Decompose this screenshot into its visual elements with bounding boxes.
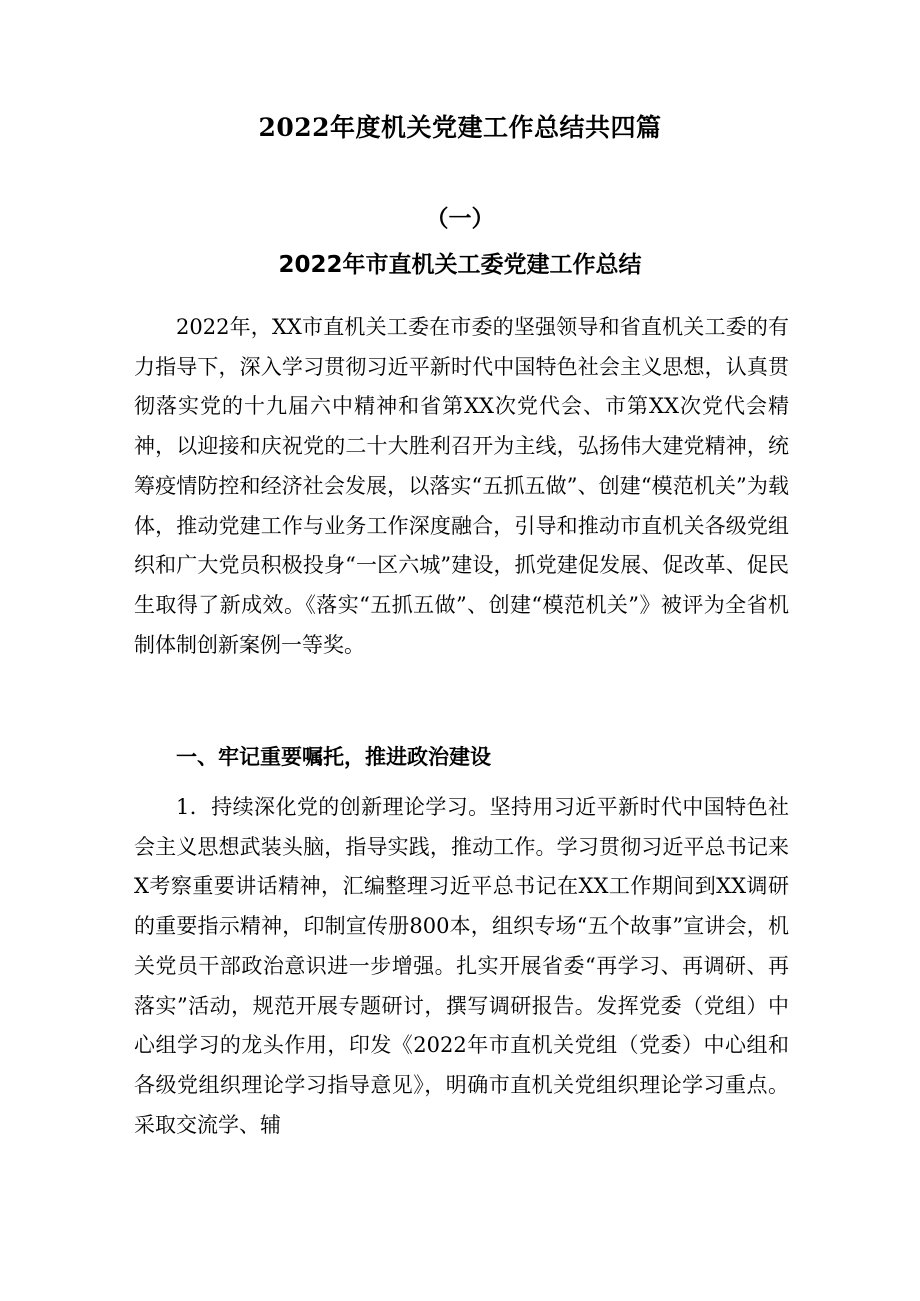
intro-paragraph: 2022年，XX市直机关工委在市委的坚强领导和省直机关工委的有力指导下，深入学习贯彻习近平新时代中国特色社会主义思想，认真贯彻落实党的十九届六中精神和省第XX次党代会、市第XX次党代会精神，以迎接和庆祝党的二十大胜利召开为主线，弘扬伟大建党精神，统筹疫情防控和经济社会发展，以落实“五抓五做”、创建“模范机关”为载体，推动党建工作与业务工作深度融合，引导和推动市直机关各级党组织和广大党员积极投身“一区六城”建设，抓党建促发展、促改革、促民生取得了新成效。《落实“五抓五做”、创建“模范机关”》被评为全省机制体制创新案例一等奖。: [134, 315, 789, 657]
section-heading-1: 一、牢记重要嘱托，推进政治建设: [176, 745, 491, 769]
document-title: 2022年度机关党建工作总结共四篇: [258, 113, 662, 142]
section-title: 2022年市直机关工委党建工作总结: [278, 252, 642, 278]
item-1-paragraph: 1．持续深化党的创新理论学习。坚持用习近平新时代中国特色社会主义思想武装头脑，指导实践，推动工作。学习贯彻习近平总书记来X考察重要讲话精神，汇编整理习近平总书记在XX工作期间到XX调研的重要指示精神，印制宣传册800本，组织专场“五个故事”宣讲会，机关党员干部政治意识进一步增强。扎实开展省委“再学习、再调研、再落实”活动，规范开展专题研讨，撰写调研报告。发挥党委（党组）中心组学习的龙头作用，印发《2022年市直机关党组（党委）中心组和各级党组织理论学习指导意见》，明确市直机关党组织理论学习重点。采取交流学、辅: [134, 795, 789, 1137]
section-number: （一）: [425, 206, 495, 232]
